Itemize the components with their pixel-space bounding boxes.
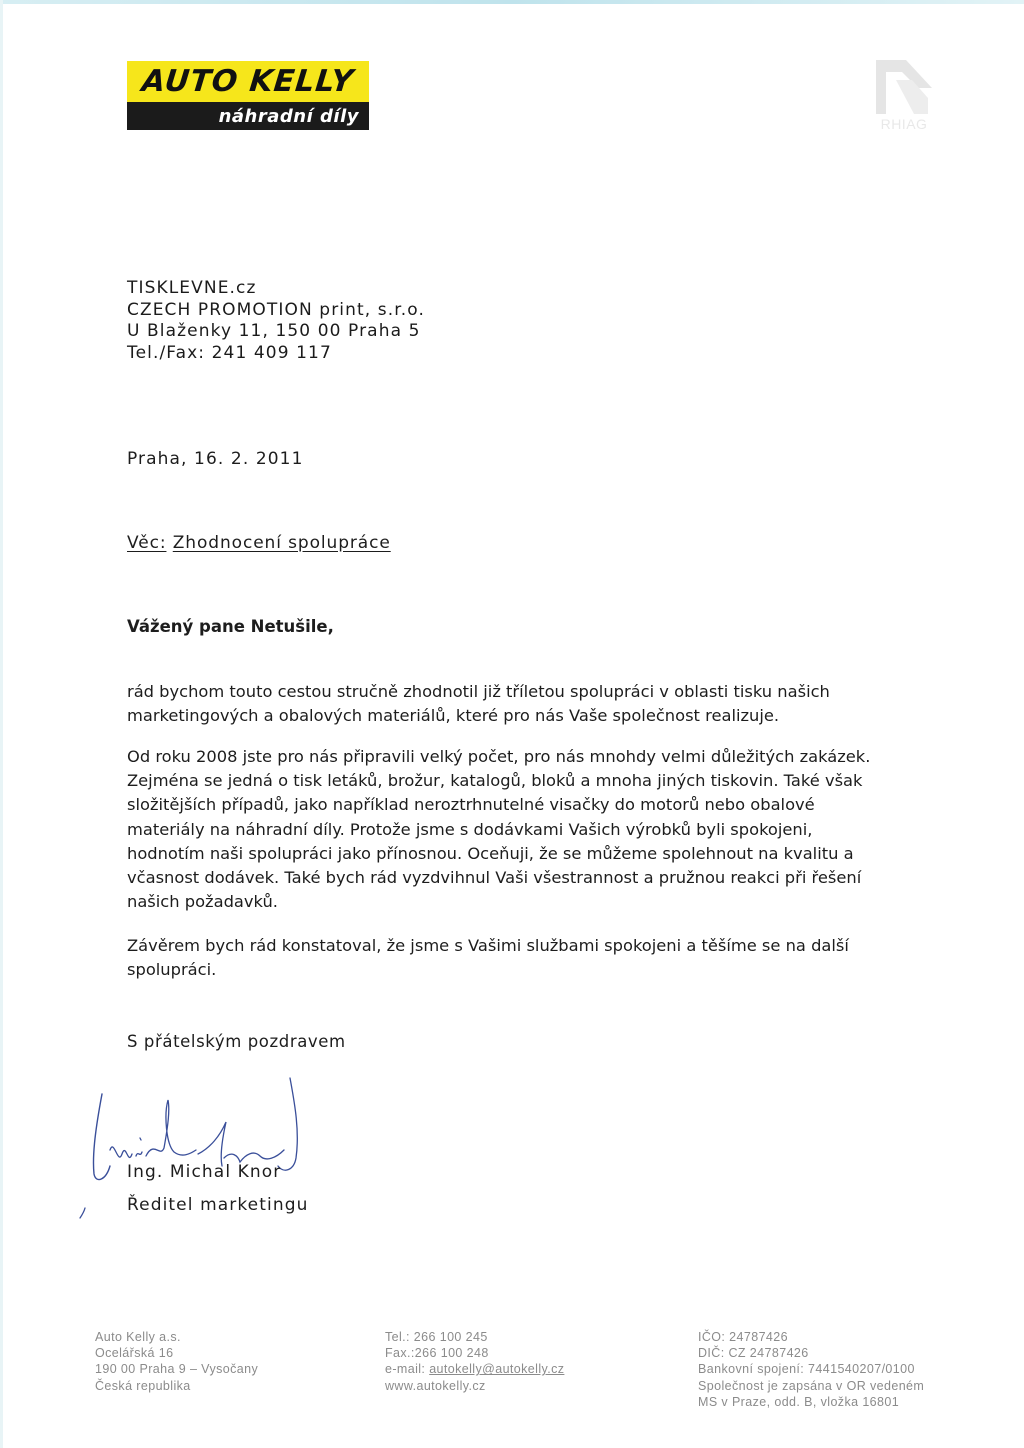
footer-line: MS v Praze, odd. B, vložka 16801	[698, 1394, 900, 1409]
rhiag-watermark	[872, 58, 936, 136]
body-line: složitějších případů, jako například neroztrhnutelné visačky do motorů nebo obalové	[127, 795, 815, 815]
body-line: marketingových a obalových materiálů, které pro nás Vaše společnost realizuje.	[127, 706, 780, 726]
body-line: hodnotím naši spolupráci jako přínosnou. Oceňuji, že se můžeme spolehnout na kvalitu a	[127, 843, 854, 863]
logo-brand-panel	[127, 61, 369, 102]
footer-line: Auto Kelly a.s.	[95, 1330, 181, 1344]
body-line: Zejména se jedná o tisk letáků, brožur, katalogů, bloků a mnoha jiných tiskovin. Také však	[127, 771, 863, 791]
body-line: našich požadavků.	[127, 892, 278, 912]
page-left-edge	[0, 0, 3, 1448]
body-line: spolupráci.	[127, 960, 217, 980]
recipient-line: Tel./Fax: 241 409 117	[127, 342, 332, 363]
body-line: Od roku 2008 jste pro nás připravili velký počet, pro nás mnohdy velmi důležitých zakázek.	[127, 747, 871, 766]
footer-line: Ocelářská 16	[95, 1346, 174, 1361]
footer-line: Bankovní spojení: 7441540207/0100	[698, 1362, 915, 1377]
body-paragraph-1	[127, 680, 927, 728]
footer-line: 190 00 Praha 9 – Vysočany	[95, 1362, 259, 1377]
body-line: rád bychom touto cestou stručně zhodnotil již tříletou spolupráci v oblasti tisku našich	[127, 682, 830, 701]
subject-label: Věc:	[127, 533, 167, 553]
recipient-line: CZECH PROMOTION print, s.r.o.	[127, 299, 425, 320]
footer-line: DIČ: CZ 24787426	[698, 1346, 809, 1361]
body-line: Závěrem bych rád konstatoval, že jsme s Vašimi službami spokojeni a těšíme se na další	[127, 936, 849, 955]
subject-text: Zhodnocení spolupráce	[172, 533, 391, 553]
signer-name: Ing. Michal Knor	[127, 1162, 282, 1182]
footer-registration	[698, 1329, 924, 1410]
rhiag-mark-icon	[872, 58, 936, 116]
footer-fax: Fax.:266 100 248	[385, 1346, 489, 1361]
page-top-edge	[0, 0, 1024, 4]
footer-email-label: e-mail:	[385, 1362, 430, 1377]
subject-line	[127, 533, 391, 553]
footer-contact	[385, 1329, 564, 1394]
salutation: Vážený pane Netušile,	[127, 617, 334, 636]
letter-date: Praha, 16. 2. 2011	[127, 449, 304, 469]
logo-brand-text: AUTO KELLY	[140, 64, 356, 99]
closing-phrase: S přátelským pozdravem	[127, 1032, 346, 1051]
footer-line: Společnost je zapsána v OR vedeném	[698, 1378, 925, 1393]
recipient-address	[127, 278, 425, 364]
footer-email-link[interactable]: autokelly@autokelly.cz	[429, 1362, 565, 1377]
footer-line: Česká republika	[95, 1378, 191, 1393]
rhiag-watermark-text: RHIAG	[880, 116, 928, 132]
footer-phone: Tel.: 266 100 245	[385, 1330, 488, 1344]
footer-website[interactable]: www.autokelly.cz	[385, 1378, 486, 1393]
body-paragraph-3	[127, 934, 927, 982]
signer-title: Ředitel marketingu	[127, 1195, 309, 1215]
logo-tagline-text: náhradní díly	[218, 105, 359, 127]
body-line: včasnost dodávek. Také bych rád vyzdvihnul Vaši všestrannost a pružnou reakci při řešení	[127, 868, 862, 888]
body-paragraph-2	[127, 745, 927, 914]
footer-company-address	[95, 1329, 258, 1394]
recipient-line: TISKLEVNE.cz	[127, 278, 257, 298]
footer-email-line	[385, 1361, 564, 1377]
logo-tagline-panel	[127, 102, 369, 130]
recipient-line: U Blaženky 11, 150 00 Praha 5	[127, 321, 421, 341]
footer-line: IČO: 24787426	[698, 1330, 788, 1344]
body-line: materiály na náhradní díly. Protože jsme s dodávkami Vašich výrobků byli spokojeni,	[127, 819, 813, 839]
auto-kelly-logo	[127, 61, 369, 130]
